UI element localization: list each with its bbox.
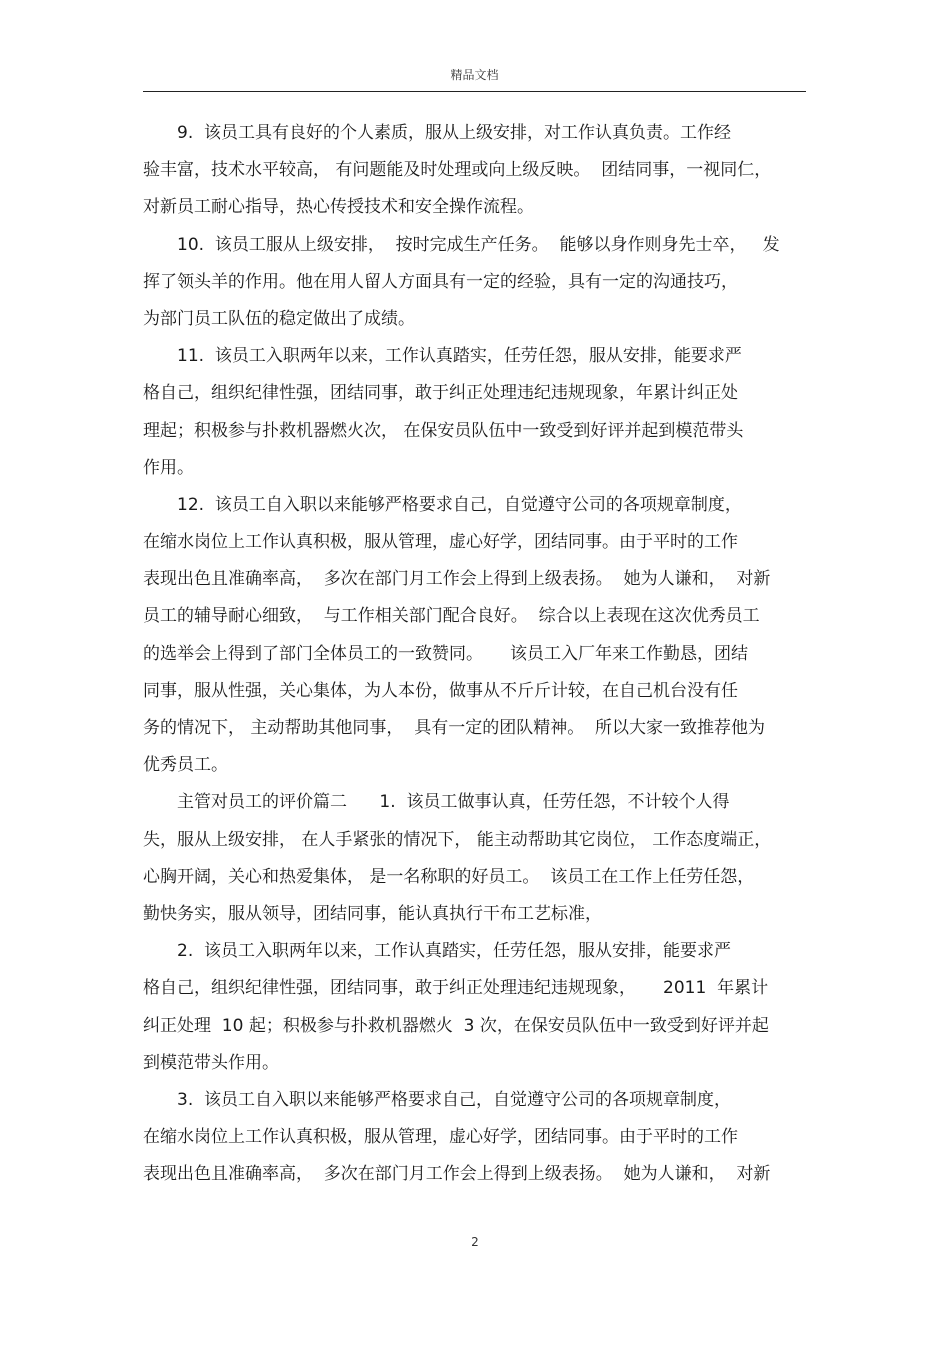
text-line: 11. 该员工入职两年以来，工作认真踏实，任劳任怨，服从安排，能要求严: [177, 346, 742, 367]
header-divider: [143, 91, 806, 92]
text-line: 12. 该员工自入职以来能够严格要求自己，自觉遵守公司的各项规章制度，: [177, 494, 742, 515]
text-line: 务的情况下， 主动帮助其他同事， 具有一定的团队精神。 所以大家一致推荐他为: [143, 718, 766, 738]
text-line: 对新员工耐心指导，热心传授技术和安全操作流程。: [143, 197, 534, 218]
text-line: 纠正处理 10 起；积极参与扑救机器燃火 3 次，在保安员队伍中一致受到好评并起: [143, 1015, 769, 1036]
text-line: 的选举会上得到了部门全体员工的一致赞同。 该员工入厂年来工作勤恳，团结: [143, 643, 749, 664]
text-line: 理起；积极参与扑救机器燃火次， 在保安员队伍中一致受到好评并起到模范带头: [143, 420, 744, 441]
page-number: 2: [471, 1235, 479, 1249]
text-line: 表现出色且准确率高， 多次在部门月工作会上得到上级表扬。 她为人谦和， 对新: [143, 569, 771, 590]
text-line: 2. 该员工入职两年以来，工作认真踏实，任劳任怨，服从安排，能要求严: [177, 941, 732, 962]
text-line: 验丰富，技术水平较高， 有问题能及时处理或向上级反映。 团结同事，一视同仁，: [143, 160, 772, 181]
text-line: 作用。: [143, 457, 194, 478]
text-line: 在缩水岗位上工作认真积极，服从管理，虚心好学，团结同事。由于平时的工作: [143, 532, 738, 553]
page-header: 精品文档: [450, 68, 499, 82]
text-line: 格自己，组织纪律性强，团结同事，敢于纠正处理违纪违规现象，年累计纠正处: [143, 383, 738, 404]
text-line: 3. 该员工自入职以来能够严格要求自己，自觉遵守公司的各项规章制度，: [177, 1089, 732, 1110]
document-body: [143, 115, 806, 1193]
text-line: 勤快务实，服从领导，团结同事，能认真执行干布工艺标准，: [143, 903, 602, 924]
text-line: 在缩水岗位上工作认真积极，服从管理，虚心好学，团结同事。由于平时的工作: [143, 1127, 738, 1148]
text-line: 挥了领头羊的作用。他在用人留人方面具有一定的经验，具有一定的沟通技巧，: [143, 271, 738, 292]
text-line: 表现出色且准确率高， 多次在部门月工作会上得到上级表扬。 她为人谦和， 对新: [143, 1164, 771, 1185]
text-line: 同事，服从性强，关心集体，为人本份，做事从不斤斤计较，在自己机台没有任: [143, 680, 738, 701]
text-line: 员工的辅导耐心细致， 与工作相关部门配合良好。 综合以上表现在这次优秀员工: [143, 606, 760, 627]
text-line: 到模范带头作用。: [143, 1052, 279, 1073]
text-line: 10. 该员工服从上级安排， 按时完成生产任务。 能够以身作则身先士卒， 发: [177, 234, 780, 255]
text-line: 9. 该员工具有良好的个人素质，服从上级安排，对工作认真负责。工作经: [177, 123, 732, 143]
text-line: 主管对员工的评价篇二 1. 该员工做事认真，任劳任怨，不计较个人得: [177, 792, 730, 813]
text-line: 为部门员工队伍的稳定做出了成绩。: [143, 308, 415, 329]
text-line: 优秀员工。: [143, 755, 228, 776]
text-line: 心胸开阔，关心和热爱集体， 是一名称职的好员工。 该员工在工作上任劳任怨，: [143, 866, 755, 887]
text-line: 失，服从上级安排， 在人手紧张的情况下， 能主动帮助其它岗位， 工作态度端正，: [143, 829, 772, 850]
text-line: 格自己，组织纪律性强，团结同事，敢于纠正处理违纪违规现象， 2011 年累计: [143, 978, 769, 999]
